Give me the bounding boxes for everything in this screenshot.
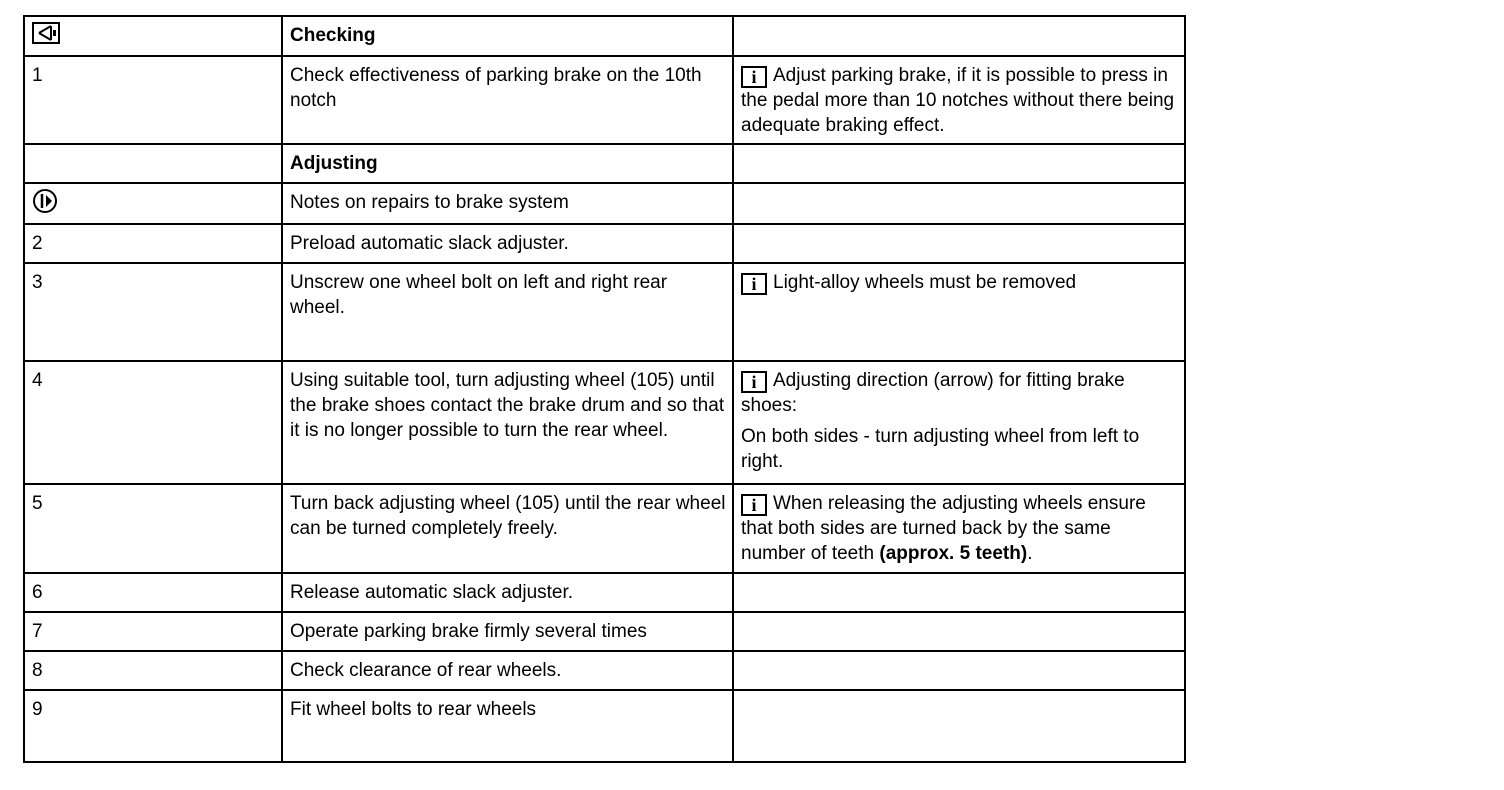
step-number: 5 bbox=[24, 484, 282, 573]
step-number: 4 bbox=[24, 361, 282, 484]
info-icon: i bbox=[741, 371, 767, 393]
notes-reference-icon bbox=[32, 188, 58, 214]
note-cell bbox=[733, 361, 1185, 484]
step-number: 7 bbox=[24, 612, 282, 651]
table-row bbox=[24, 56, 1185, 144]
section-title: Checking bbox=[282, 16, 733, 56]
note-text: Adjust parking brake, if it is possible to press in the pedal more than 10 notches without there being adequate braking effect. bbox=[741, 65, 1175, 136]
table-row bbox=[24, 361, 1185, 484]
section-title: Adjusting bbox=[282, 144, 733, 183]
note-cell bbox=[733, 690, 1185, 762]
action-text: Check clearance of rear wheels. bbox=[282, 651, 733, 690]
note-cell bbox=[733, 484, 1185, 573]
step-number: 2 bbox=[24, 224, 282, 263]
step-number: 1 bbox=[24, 56, 282, 144]
info-icon: i bbox=[741, 494, 767, 516]
action-text: Preload automatic slack adjuster. bbox=[282, 224, 733, 263]
note-cell bbox=[733, 16, 1185, 56]
note-cell bbox=[733, 612, 1185, 651]
step-number: 6 bbox=[24, 573, 282, 612]
note-cell bbox=[733, 183, 1185, 224]
note-text-secondary: On both sides - turn adjusting wheel from left to right. bbox=[741, 426, 1140, 472]
action-text: Fit wheel bolts to rear wheels bbox=[282, 690, 733, 762]
note-cell bbox=[733, 651, 1185, 690]
checking-icon bbox=[32, 22, 60, 44]
action-text: Turn back adjusting wheel (105) until the rear wheel can be turned completely freely. bbox=[282, 484, 733, 573]
note-cell bbox=[733, 224, 1185, 263]
note-end: . bbox=[1027, 543, 1033, 564]
action-text: Unscrew one wheel bolt on left and right rear wheel. bbox=[282, 263, 733, 361]
table-row bbox=[24, 263, 1185, 361]
table-row bbox=[24, 612, 1185, 651]
note-text: Light-alloy wheels must be removed bbox=[773, 272, 1077, 293]
note-cell bbox=[733, 573, 1185, 612]
step-cell bbox=[24, 144, 282, 183]
note-text: Adjusting direction (arrow) for fitting brake shoes: bbox=[741, 370, 1125, 416]
step-number: 9 bbox=[24, 690, 282, 762]
table-row bbox=[24, 651, 1185, 690]
table-row bbox=[24, 183, 1185, 224]
table-row bbox=[24, 690, 1185, 762]
action-text: Notes on repairs to brake system bbox=[282, 183, 733, 224]
action-text: Operate parking brake firmly several times bbox=[282, 612, 733, 651]
note-cell bbox=[733, 263, 1185, 361]
table-row bbox=[24, 573, 1185, 612]
step-number: 8 bbox=[24, 651, 282, 690]
section-header-checking bbox=[24, 16, 1185, 56]
repair-instructions-table bbox=[23, 15, 1186, 763]
table-row bbox=[24, 224, 1185, 263]
info-icon: i bbox=[741, 66, 767, 88]
action-text: Check effectiveness of parking brake on the 10th notch bbox=[282, 56, 733, 144]
step-cell bbox=[24, 16, 282, 56]
step-cell bbox=[24, 183, 282, 224]
section-header-adjusting bbox=[24, 144, 1185, 183]
note-emphasis: (approx. 5 teeth) bbox=[879, 543, 1028, 564]
table-row bbox=[24, 484, 1185, 573]
note-cell bbox=[733, 144, 1185, 183]
info-icon: i bbox=[741, 273, 767, 295]
step-number: 3 bbox=[24, 263, 282, 361]
action-text: Release automatic slack adjuster. bbox=[282, 573, 733, 612]
note-cell bbox=[733, 56, 1185, 144]
action-text: Using suitable tool, turn adjusting wheel (105) until the brake shoes contact the brake drum and so that it is no longer possible to turn the rear wheel. bbox=[282, 361, 733, 484]
note-text: When releasing the adjusting wheels ensure that both sides are turned back by the same number of teeth bbox=[741, 493, 1146, 564]
